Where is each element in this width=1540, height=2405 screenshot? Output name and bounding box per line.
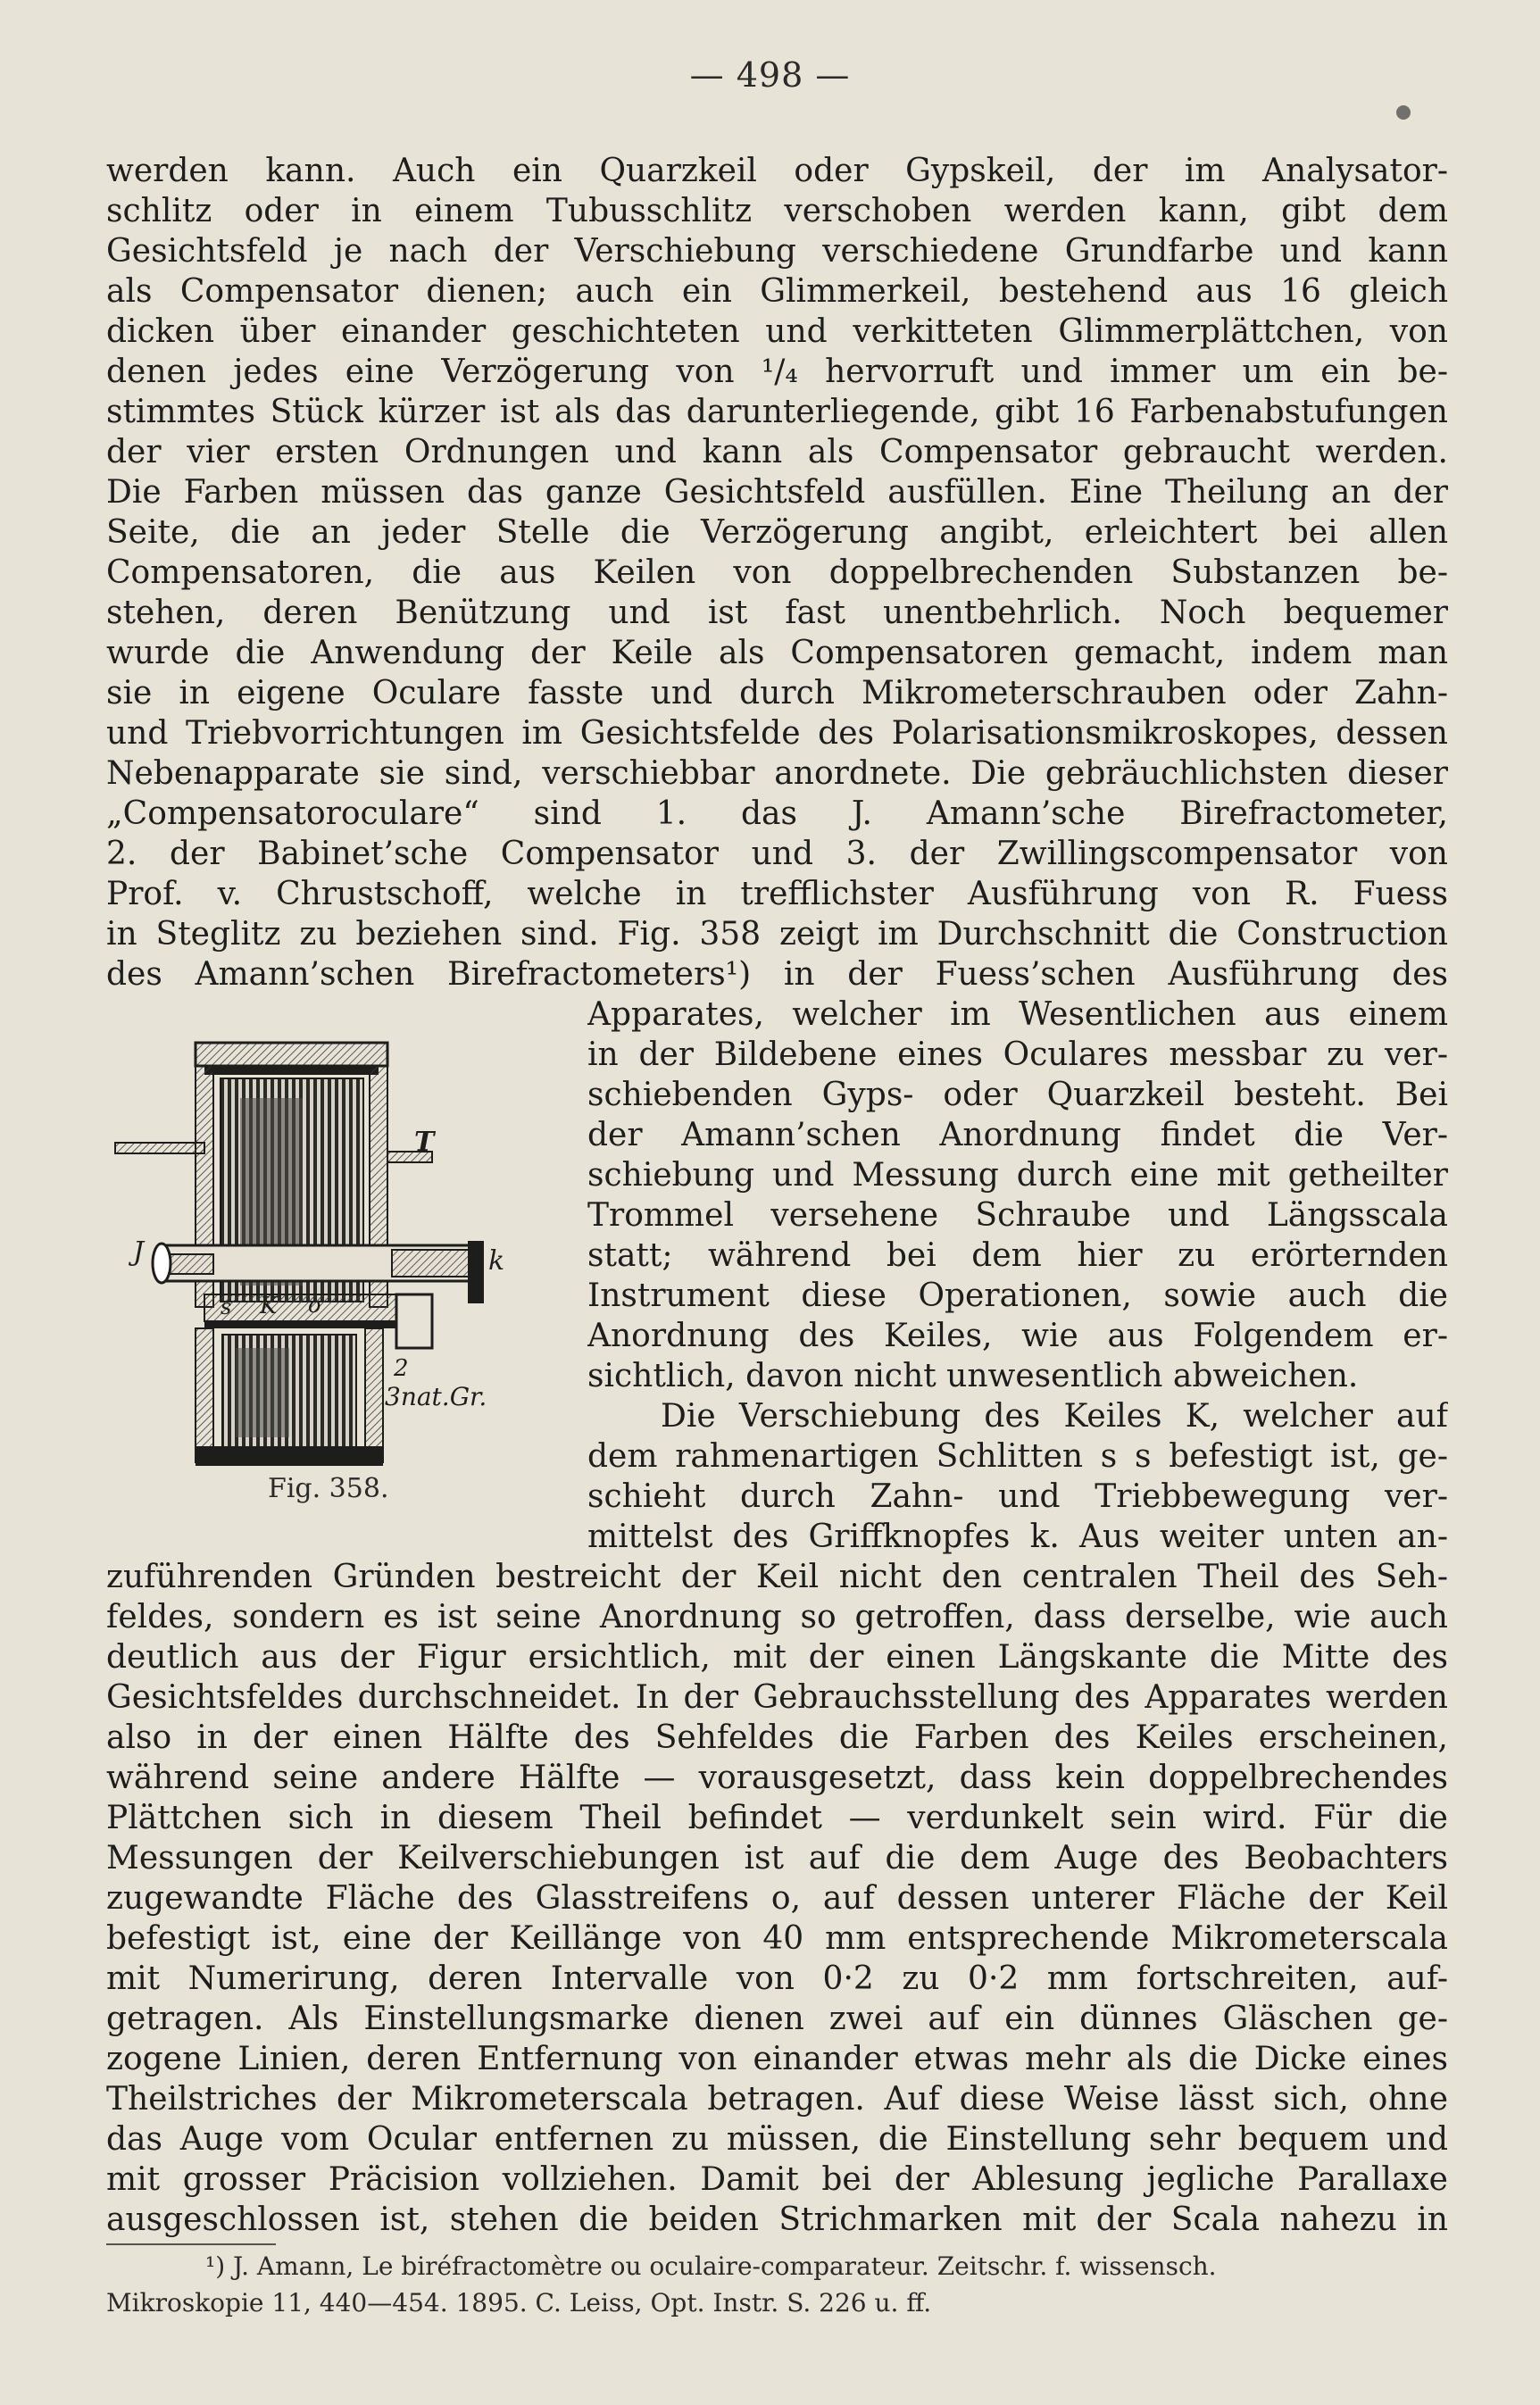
text-line: dicken über einander geschichteten und verkitteten Glimmerplättchen, von — [106, 313, 1448, 350]
text-line: als Compensator dienen; auch ein Glimmerkeil, bestehend aus 16 gleich — [106, 273, 1448, 310]
text-line: Prof. v. Chrustschoff, welche in trefflichster Ausführung von R. Fuess — [106, 876, 1448, 912]
text-line: sichtlich, davon nicht unwesentlich abweichen. — [587, 1358, 1359, 1394]
text-line: schiebenden Gyps- oder Quarzkeil besteht. Bei — [587, 1077, 1448, 1113]
text-line: zogene Linien, deren Entfernung von einander etwas mehr als die Dicke eines — [106, 2041, 1448, 2077]
footnote-line: ¹) J. Amann, Le biréfractomètre ou oculaire-comparateur. Zeitschr. f. wissensch. — [205, 2251, 1217, 2281]
text-line: Compensatoren, die aus Keilen von doppelbrechenden Substanzen be- — [106, 554, 1448, 591]
scale-numerator: 2 — [394, 1355, 409, 1382]
text-line: Instrument diese Operationen, sowie auch die — [587, 1277, 1448, 1314]
text-line: dem rahmenartigen Schlitten s s befestigt ist, ge- — [587, 1438, 1448, 1475]
page-number: — 498 — — [689, 55, 851, 95]
text-line: zuführenden Gründen bestreicht der Keil nicht den centralen Theil des Seh- — [106, 1559, 1448, 1595]
text-line: Die Verschiebung des Keiles K, welcher auf — [661, 1398, 1448, 1435]
text-line: Messungen der Keilverschiebungen ist auf die dem Auge des Beobachters — [106, 1840, 1448, 1877]
text-line: Seite, die an jeder Stelle die Verzögerung angibt, erleichtert bei allen — [106, 514, 1448, 551]
text-line: mit grosser Präcision vollziehen. Damit bei der Ablesung jegliche Parallaxe — [106, 2161, 1448, 2198]
text-line: sie in eigene Oculare fasste und durch Mikrometerschrauben oder Zahn- — [106, 675, 1448, 712]
figure-label-s: s — [221, 1294, 232, 1319]
text-line: ausgeschlossen ist, stehen die beiden Strichmarken mit der Scala nahezu in — [106, 2201, 1448, 2238]
text-line: deutlich aus der Figur ersichtlich, mit der einen Längskante die Mitte des — [106, 1639, 1448, 1676]
text-line: getragen. Als Einstellungsmarke dienen zwei auf ein dünnes Gläschen ge- — [106, 2001, 1448, 2037]
text-line: in der Bildebene eines Oculares messbar zu ver- — [587, 1036, 1448, 1073]
ink-spot — [1396, 105, 1411, 120]
text-line: Gesichtsfeldes durchschneidet. In der Gebrauchsstellung des Apparates werden — [106, 1679, 1448, 1716]
text-line: schlitz oder in einem Tubusschlitz verschoben werden kann, gibt dem — [106, 193, 1448, 229]
text-line: stehen, deren Benützung und ist fast unentbehrlich. Noch bequemer — [106, 595, 1448, 631]
text-line: befestigt ist, eine der Keillänge von 40 mm entsprechende Mikrometerscala — [106, 1920, 1448, 1957]
scale-denominator: 3nat.Gr. — [385, 1382, 487, 1411]
text-line: mit Numerirung, deren Intervalle von 0·2 zu 0·2 mm fortschreiten, auf- — [106, 1960, 1448, 1997]
figure-358 — [106, 1027, 553, 1513]
text-line: also in der einen Hälfte des Sehfeldes die Farben des Keiles erscheinen, — [106, 1719, 1448, 1756]
text-line: der Amann’schen Anordnung findet die Ver- — [587, 1117, 1448, 1153]
text-line: in Steglitz zu beziehen sind. Fig. 358 zeigt im Durchschnitt die Construction — [106, 916, 1448, 953]
figure-label-T: T — [414, 1127, 435, 1158]
text-line: schieht durch Zahn- und Triebbewegung ver- — [587, 1478, 1448, 1515]
text-line: Trommel versehene Schraube und Längsscala — [587, 1197, 1448, 1234]
text-line: Apparates, welcher im Wesentlichen aus einem — [587, 996, 1448, 1033]
text-line: Theilstriches der Mikrometerscala betragen. Auf diese Weise lässt sich, ohne — [106, 2081, 1448, 2118]
text-line: Plättchen sich in diesem Theil befindet — verdunkelt sein wird. Für die — [106, 1800, 1448, 1836]
text-line: denen jedes eine Verzögerung von ¹/₄ hervorruft und immer um ein be- — [106, 354, 1448, 390]
figure-label-o: o — [308, 1293, 321, 1318]
text-line: mittelst des Griffknopfes k. Aus weiter unten an- — [587, 1519, 1448, 1555]
text-line: der vier ersten Ordnungen und kann als Compensator gebraucht werden. — [106, 434, 1448, 470]
text-line: des Amann’schen Birefractometers¹) in der Fuess’schen Ausführung des — [106, 956, 1448, 993]
figure-label-J: J — [133, 1236, 145, 1268]
text-line: feldes, sondern es ist seine Anordnung so getroffen, dass derselbe, wie auch — [106, 1599, 1448, 1635]
text-line: und Triebvorrichtungen im Gesichtsfelde des Polarisationsmikroskopes, dessen — [106, 715, 1448, 752]
text-line: stimmtes Stück kürzer ist als das darunterliegende, gibt 16 Farbenabstufungen — [106, 394, 1448, 430]
text-line: Die Farben müssen das ganze Gesichtsfeld ausfüllen. Eine Theilung an der — [106, 474, 1448, 511]
text-line: schiebung und Messung durch eine mit getheilter — [587, 1157, 1448, 1194]
text-line: Nebenapparate sie sind, verschiebbar anordnete. Die gebräuchlichsten dieser — [106, 755, 1448, 792]
text-line: wurde die Anwendung der Keile als Compensatoren gemacht, indem man — [106, 635, 1448, 671]
footnote-rule — [106, 2243, 276, 2245]
text-line: Gesichtsfeld je nach der Verschiebung verschiedene Grundfarbe und kann — [106, 233, 1448, 270]
text-line: während seine andere Hälfte — vorausgesetzt, dass kein doppelbrechendes — [106, 1760, 1448, 1796]
text-line: „Compensatoroculare“ sind 1. das J. Amann’sche Birefractometer, — [106, 795, 1448, 832]
figure-label-k: k — [488, 1245, 505, 1277]
footnote-line: Mikroskopie 11, 440—454. 1895. C. Leiss, Opt. Instr. S. 226 u. ff. — [106, 2288, 932, 2318]
text-line: das Auge vom Ocular entfernen zu müssen, die Einstellung sehr bequem und — [106, 2121, 1448, 2158]
text-line: werden kann. Auch ein Quarzkeil oder Gypskeil, der im Analysator- — [106, 153, 1448, 189]
figure-label-K: K — [260, 1293, 278, 1319]
text-line: statt; während bei dem hier zu erörternden — [587, 1237, 1448, 1274]
text-line: 2. der Babinet’sche Compensator und 3. der Zwillingscompensator von — [106, 836, 1448, 872]
text-line: Anordnung des Keiles, wie aus Folgendem er- — [587, 1318, 1448, 1354]
figure-caption: Fig. 358. — [268, 1473, 389, 1504]
text-line: zugewandte Fläche des Glasstreifens o, auf dessen unterer Fläche der Keil — [106, 1880, 1448, 1917]
